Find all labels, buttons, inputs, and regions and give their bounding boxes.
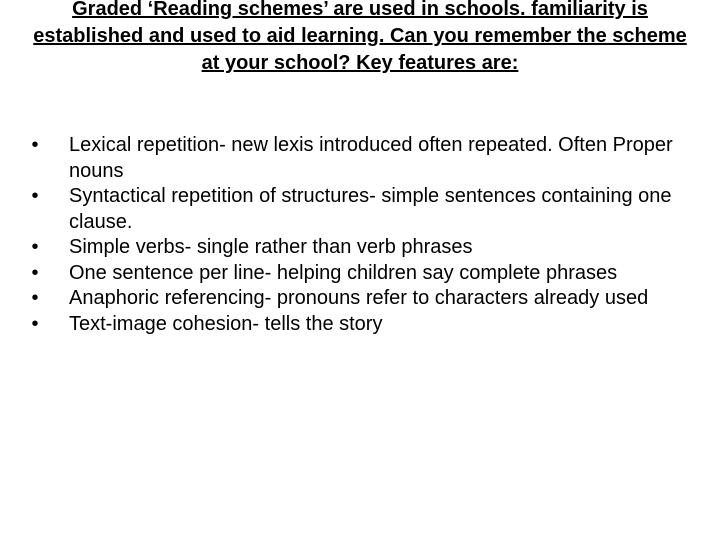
bullet-item-one-sentence-per-line (27, 261, 687, 287)
bullet-dot-icon: • (31, 185, 39, 207)
slide-title: Graded ‘Reading schemes’ are used in schools. familiarity is established and used to aid learning. Can you remember the scheme at your school? Key features are: (33, 0, 687, 74)
bullet-text: Simple verbs- single rather than verb phrases (69, 236, 473, 258)
bullet-dot-icon: • (31, 134, 39, 156)
bullet-item-text-image-cohesion (27, 312, 687, 338)
bullet-text: Lexical repetition- new lexis introduced often repeated. Often Proper nouns (69, 134, 673, 182)
bullet-item-anaphoric-referencing (27, 286, 687, 312)
bullet-text: Syntactical repetition of structures- simple sentences containing one clause. (69, 185, 672, 233)
bullet-list (27, 133, 687, 337)
bullet-dot-icon: • (31, 261, 39, 284)
bullet-text: Anaphoric referencing- pronouns refer to characters already used (69, 287, 649, 309)
bullet-text: Text-image cohesion- tells the story (69, 312, 383, 335)
bullet-item-lexical-repetition (27, 133, 687, 184)
bullet-dot-icon: • (31, 287, 39, 309)
bullet-dot-icon: • (31, 236, 39, 258)
bullet-text: One sentence per line- helping children say complete phrases (69, 261, 618, 284)
bullet-item-simple-verbs (27, 235, 687, 261)
bullet-item-syntactical-repetition (27, 184, 687, 235)
bullet-dot-icon: • (31, 312, 39, 335)
